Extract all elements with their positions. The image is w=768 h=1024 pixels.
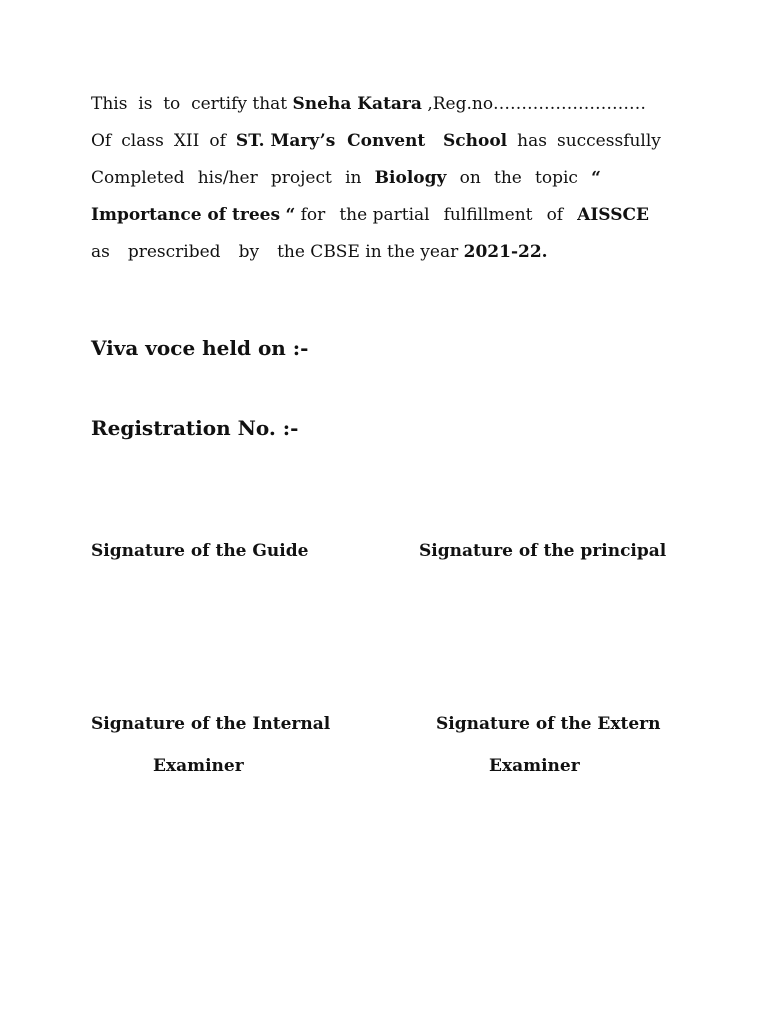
subject-name: Biology [374, 168, 447, 188]
line4-word-1: for [300, 205, 326, 225]
line5-word-1: as [91, 242, 110, 262]
certificate-line-5 [91, 234, 661, 271]
line4-word-2: the partial [339, 205, 430, 225]
registration-no-label: Registration No. :- [91, 416, 299, 440]
line2-word-3: XII [173, 131, 200, 151]
line4-close-quote: “ [285, 205, 296, 225]
line5-word-3: by [238, 242, 260, 262]
line3-word-6: the [493, 168, 522, 188]
line3-word-3: project [270, 168, 332, 188]
external-examiner-signature-label: Signature of the Extern [436, 714, 661, 734]
academic-year: 2021-22. [463, 242, 548, 262]
topic-group [91, 197, 325, 234]
line3-word-4: in [345, 168, 362, 188]
line4-word-4: of [546, 205, 564, 225]
exam-name: AISSCE [577, 205, 649, 225]
line4-word-3: fulfillment [443, 205, 533, 225]
school-name: ST. Mary’s Convent School [235, 131, 508, 151]
external-examiner-label: Examiner [489, 756, 580, 776]
student-name: Sneha Katara [292, 94, 422, 114]
line1-lead: This is to certify that [91, 94, 293, 114]
certificate-line-3 [91, 160, 661, 197]
line5-word-4: the CBSE in the year [277, 242, 464, 262]
line3-open-quote: “ [591, 168, 601, 188]
line2-word-5: has [517, 131, 547, 151]
internal-examiner-signature-label: Signature of the Internal [91, 714, 331, 734]
certificate-line-4 [91, 197, 661, 234]
line2-word-4: of [209, 131, 226, 151]
certificate-line-2 [91, 123, 661, 160]
line3-word-2: his/her [197, 168, 258, 188]
line2-word-1: Of [91, 131, 112, 151]
line3-word-7: topic [535, 168, 578, 188]
guide-signature-label: Signature of the Guide [91, 541, 309, 561]
line5-word-2: prescribed [127, 242, 221, 262]
line2-word-6: successfully [556, 131, 661, 151]
principal-signature-label: Signature of the principal [419, 541, 667, 561]
line2-word-2: class [121, 131, 164, 151]
project-topic: Importance of trees [91, 205, 281, 225]
certificate-paragraph [91, 86, 661, 271]
line3-word-5: on [459, 168, 481, 188]
certificate-line-1 [91, 86, 661, 123]
viva-voce-label: Viva voce held on :- [91, 336, 309, 360]
internal-examiner-label: Examiner [153, 756, 244, 776]
line3-word-1: Completed [91, 168, 185, 188]
reg-no: ,Reg.no……………………… [421, 94, 647, 114]
